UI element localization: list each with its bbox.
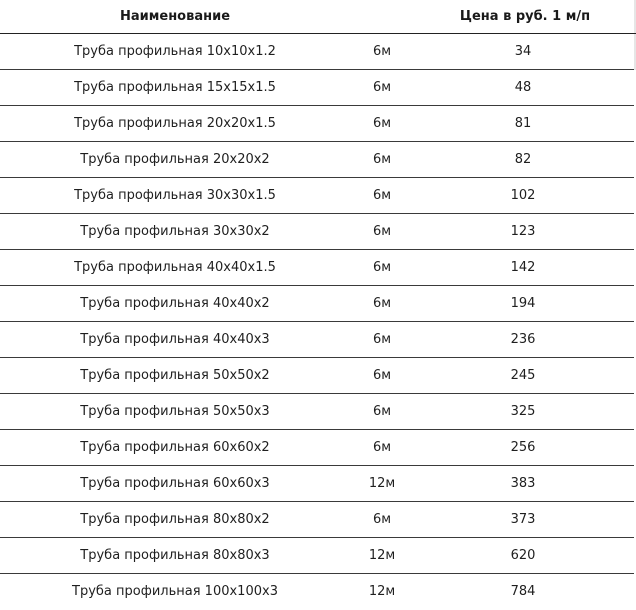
cell-length: 6м <box>372 188 392 203</box>
cell-price: 620 <box>510 548 536 563</box>
cell-price: 373 <box>510 512 536 527</box>
header-price: Цена в руб. 1 м/п <box>459 9 591 24</box>
cell-name: Труба профильная 40х40х3 <box>80 332 270 347</box>
cell-length: 6м <box>372 80 392 95</box>
cell-length: 6м <box>372 260 392 275</box>
cell-name: Труба профильная 30х30х2 <box>80 224 270 239</box>
cell-name: Труба профильная 60х60х2 <box>80 440 270 455</box>
table-body <box>0 34 636 610</box>
cell-price: 34 <box>514 44 532 59</box>
cell-price: 48 <box>514 80 532 95</box>
cell-name: Труба профильная 60х60х3 <box>80 476 270 491</box>
cell-name: Труба профильная 50х50х2 <box>80 368 270 383</box>
cell-length: 6м <box>372 224 392 239</box>
cell-price: 81 <box>514 116 532 131</box>
cell-price: 142 <box>510 260 536 275</box>
cell-length: 6м <box>372 116 392 131</box>
cell-length: 6м <box>372 440 392 455</box>
table-row <box>0 502 634 538</box>
cell-price: 325 <box>510 404 536 419</box>
cell-name: Труба профильная 10х10х1.2 <box>74 44 276 59</box>
table-row <box>0 214 634 250</box>
cell-length: 12м <box>368 476 396 491</box>
cell-price: 194 <box>510 296 536 311</box>
table-row <box>0 430 634 466</box>
cell-length: 12м <box>368 584 396 599</box>
cell-length: 6м <box>372 152 392 167</box>
cell-price: 784 <box>510 584 536 599</box>
cell-price: 102 <box>510 188 536 203</box>
table-row <box>0 178 634 214</box>
cell-name: Труба профильная 80х80х3 <box>80 548 270 563</box>
cell-length: 6м <box>372 404 392 419</box>
cell-name: Труба профильная 40х40х2 <box>80 296 270 311</box>
table-row <box>0 70 634 106</box>
cell-length: 6м <box>372 512 392 527</box>
table-header <box>0 0 636 34</box>
cell-name: Труба профильная 100х100х3 <box>72 584 278 599</box>
cell-price: 383 <box>510 476 536 491</box>
table-row <box>0 538 634 574</box>
cell-price: 245 <box>510 368 536 383</box>
cell-price: 123 <box>510 224 536 239</box>
table-row <box>0 574 634 610</box>
table-row <box>0 322 634 358</box>
cell-name: Труба профильная 40х40х1.5 <box>74 260 276 275</box>
cell-length: 6м <box>372 296 392 311</box>
table-row <box>0 358 634 394</box>
table-row <box>0 106 634 142</box>
cell-name: Труба профильная 20х20х2 <box>80 152 270 167</box>
cell-length: 6м <box>372 44 392 59</box>
table-row <box>0 286 634 322</box>
cell-price: 236 <box>510 332 536 347</box>
cell-name: Труба профильная 15х15х1.5 <box>74 80 276 95</box>
cell-name: Труба профильная 50х50х3 <box>80 404 270 419</box>
cell-length: 6м <box>372 368 392 383</box>
table-row <box>0 466 634 502</box>
cell-length: 6м <box>372 332 392 347</box>
table-row <box>0 250 634 286</box>
cell-name: Труба профильная 80х80х2 <box>80 512 270 527</box>
cell-name: Труба профильная 20х20х1.5 <box>74 116 276 131</box>
table-row <box>0 394 634 430</box>
table-row <box>0 142 634 178</box>
table-row <box>0 34 634 70</box>
cell-name: Труба профильная 30х30х1.5 <box>74 188 276 203</box>
cell-length: 12м <box>368 548 396 563</box>
header-name: Наименование <box>119 9 231 24</box>
cell-price: 82 <box>514 152 532 167</box>
cell-price: 256 <box>510 440 536 455</box>
